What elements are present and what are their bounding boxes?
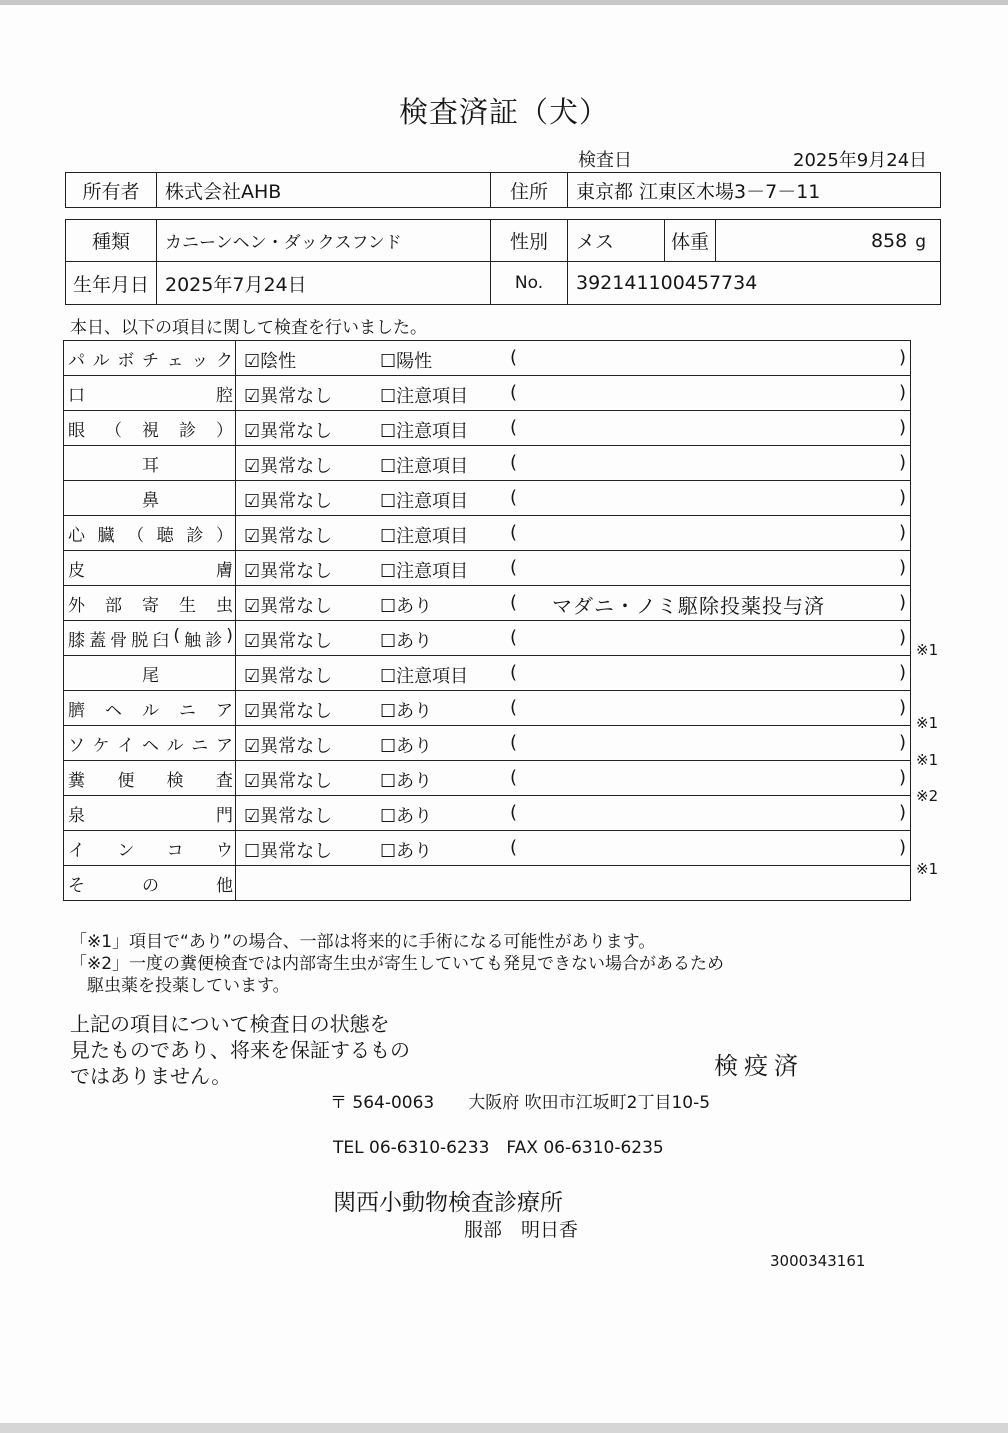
open-paren: ( — [510, 557, 518, 578]
option-normal[interactable] — [244, 697, 332, 723]
option-normal[interactable] — [244, 382, 332, 408]
close-paren: ) — [898, 627, 906, 648]
exam-row — [64, 446, 911, 481]
option-abnormal-label: あり — [396, 736, 433, 757]
checkbox-icon[interactable]: ☐ — [380, 596, 397, 617]
open-paren: ( — [510, 417, 518, 438]
option-abnormal[interactable] — [380, 837, 432, 863]
exam-item-label — [64, 656, 236, 691]
clinic-phone: TEL 06-6310-6233 FAX 06-6310-6235 — [333, 1138, 664, 1158]
option-normal[interactable] — [244, 732, 332, 758]
open-paren: ( — [510, 837, 518, 858]
option-abnormal[interactable] — [380, 662, 468, 688]
exam-item-text: 糞 便 検 査 — [68, 770, 233, 791]
scan-bottom-edge — [0, 1423, 1008, 1433]
option-abnormal[interactable] — [380, 592, 432, 618]
option-normal-label: 異常なし — [260, 561, 333, 582]
exam-item-label — [64, 446, 236, 481]
exam-row — [64, 796, 911, 831]
option-abnormal-label: 注意項目 — [396, 561, 469, 582]
exam-row — [64, 621, 911, 656]
checkbox-icon[interactable]: ☐ — [380, 771, 397, 792]
exam-result — [236, 446, 911, 481]
footnote-mark: ※1 — [916, 714, 939, 732]
exam-result — [236, 516, 911, 551]
disclaimer-line-3: ではありません。 — [70, 1064, 232, 1088]
weight-cell — [716, 220, 941, 262]
close-paren: ) — [898, 347, 906, 368]
option-abnormal[interactable] — [380, 767, 432, 793]
exam-row — [64, 831, 911, 866]
exam-item-text: 皮 膚 — [68, 560, 233, 581]
checked-box-icon[interactable]: ☑ — [244, 771, 261, 792]
checkbox-icon[interactable]: ☐ — [380, 631, 397, 652]
exam-result — [236, 831, 911, 866]
exam-row — [64, 481, 911, 516]
option-normal-label: 異常なし — [260, 841, 333, 862]
option-abnormal[interactable] — [380, 697, 432, 723]
option-normal[interactable] — [244, 662, 332, 688]
exam-table — [63, 340, 911, 901]
quarantine-stamp: 検疫済 — [714, 1052, 804, 1080]
owner-table — [65, 172, 941, 208]
option-abnormal[interactable] — [380, 347, 432, 373]
exam-item-label — [64, 796, 236, 831]
option-normal[interactable] — [244, 522, 332, 548]
exam-row — [64, 376, 911, 411]
option-abnormal-label: あり — [396, 771, 433, 792]
owner-value: 株式会社AHB — [157, 173, 491, 208]
option-abnormal-label: 注意項目 — [396, 491, 469, 512]
checked-box-icon[interactable]: ☑ — [244, 701, 261, 722]
option-abnormal-label: あり — [396, 701, 433, 722]
exam-item-text: パ ル ボ チ ェ ッ ク — [68, 350, 233, 371]
exam-row — [64, 516, 911, 551]
close-paren: ) — [898, 732, 906, 753]
checkbox-icon[interactable]: ☐ — [380, 841, 397, 862]
disclaimer — [70, 1011, 410, 1089]
checkbox-icon[interactable]: ☐ — [380, 701, 397, 722]
checked-box-icon[interactable]: ☑ — [244, 351, 261, 372]
option-abnormal-label: あり — [396, 631, 433, 652]
close-paren: ) — [898, 417, 906, 438]
exam-row — [64, 341, 911, 376]
open-paren: ( — [510, 382, 518, 403]
exam-result — [236, 656, 911, 691]
id-label: No. — [491, 262, 568, 305]
option-normal-label: 異常なし — [260, 596, 333, 617]
scan-top-edge — [0, 0, 1008, 5]
open-paren: ( — [510, 487, 518, 508]
exam-item-label — [64, 551, 236, 586]
vet-name: 服部 明日香 — [464, 1219, 579, 1241]
exam-result — [236, 761, 911, 796]
footnote-mark: ※1 — [916, 641, 939, 659]
close-paren: ) — [898, 592, 906, 613]
exam-item-text: 心 臓 （ 聴 診 ） — [68, 525, 233, 546]
exam-result — [236, 411, 911, 446]
exam-result — [236, 341, 911, 376]
exam-item-text: 眼 （ 視 診 ） — [68, 420, 233, 441]
checked-box-icon[interactable]: ☑ — [244, 421, 261, 442]
exam-result — [236, 551, 911, 586]
checkbox-icon[interactable]: ☐ — [380, 806, 397, 827]
exam-row — [64, 761, 911, 796]
checkbox-icon[interactable]: ☐ — [380, 666, 397, 687]
breed-label: 種類 — [66, 220, 157, 262]
exam-result — [236, 691, 911, 726]
address-value: 東京都 江東区木場3－7－11 — [568, 173, 941, 208]
checked-box-icon[interactable]: ☑ — [244, 526, 261, 547]
open-paren: ( — [510, 627, 518, 648]
pet-info-table — [65, 219, 941, 305]
footnote-mark: ※1 — [916, 750, 939, 769]
option-normal[interactable] — [244, 347, 296, 373]
checked-box-icon[interactable]: ☑ — [244, 736, 261, 757]
exam-item-label — [64, 516, 236, 551]
clinic-address: 〒 564-0063 大阪府 吹田市江坂町2丁目10-5 — [330, 1093, 711, 1113]
exam-item-label — [64, 831, 236, 866]
option-normal-label: 異常なし — [260, 771, 333, 792]
exam-row-other — [64, 866, 911, 901]
serial-number: 3000343161 — [770, 1252, 866, 1270]
close-paren: ) — [898, 522, 906, 543]
option-abnormal[interactable] — [380, 627, 432, 653]
exam-row — [64, 551, 911, 586]
weight-unit: g — [915, 231, 926, 252]
close-paren: ) — [898, 382, 906, 403]
footnote-mark: ※1 — [916, 860, 939, 878]
open-paren: ( — [510, 662, 518, 683]
exam-result — [236, 376, 911, 411]
footnote-mark: ※2 — [916, 787, 939, 805]
option-normal[interactable] — [244, 592, 332, 618]
footnote-2: 「※2」一度の糞便検査では内部寄生虫が寄生していても発見できない場合があるため — [70, 954, 725, 974]
option-abnormal-label: 注意項目 — [396, 456, 469, 477]
option-normal[interactable] — [244, 557, 332, 583]
exam-item-text: 膝 蓋 骨 脱 臼 ( 触 診 ) — [68, 625, 233, 651]
other-notes — [236, 866, 911, 901]
option-abnormal-label: 注意項目 — [396, 526, 469, 547]
exam-item-label — [64, 621, 236, 656]
checked-box-icon[interactable]: ☑ — [244, 386, 261, 407]
disclaimer-line-2: 見たものであり、将来を保証するもの — [70, 1038, 410, 1062]
open-paren: ( — [510, 452, 518, 473]
open-paren: ( — [510, 732, 518, 753]
option-normal[interactable] — [244, 802, 332, 828]
checkbox-icon[interactable]: ☐ — [244, 841, 261, 862]
close-paren: ) — [898, 487, 906, 508]
owner-label: 所有者 — [66, 173, 157, 208]
exam-item-text: ソ ケ イ ヘ ル ニ ア — [68, 735, 233, 756]
option-abnormal-label: 注意項目 — [396, 386, 469, 407]
option-abnormal[interactable] — [380, 522, 468, 548]
option-abnormal-label: 注意項目 — [396, 666, 469, 687]
option-normal[interactable] — [244, 837, 332, 863]
option-abnormal[interactable] — [380, 487, 468, 513]
checkbox-icon[interactable]: ☐ — [380, 386, 397, 407]
close-paren: ) — [898, 452, 906, 473]
exam-item-text: 鼻 — [142, 490, 159, 511]
checkbox-icon[interactable]: ☐ — [380, 491, 397, 512]
sex-value: メス — [568, 220, 665, 262]
exam-item-text: 尾 — [142, 665, 159, 686]
exam-result — [236, 726, 911, 761]
option-abnormal[interactable] — [380, 802, 432, 828]
option-normal-label: 異常なし — [260, 736, 333, 757]
weight-value: 858 — [870, 229, 908, 252]
checkbox-icon[interactable]: ☐ — [380, 421, 397, 442]
exam-item-label — [64, 691, 236, 726]
option-abnormal[interactable] — [380, 732, 432, 758]
exam-item-label — [64, 341, 236, 376]
checkbox-icon[interactable]: ☐ — [380, 456, 397, 477]
exam-item-text: 口 腔 — [68, 385, 233, 406]
close-paren: ) — [898, 697, 906, 718]
exam-item-label — [64, 376, 236, 411]
exam-row — [64, 411, 911, 446]
open-paren: ( — [510, 347, 518, 368]
option-abnormal-label: あり — [396, 841, 433, 862]
close-paren: ) — [898, 767, 906, 788]
exam-item-text: 泉 門 — [68, 805, 233, 826]
weight-label: 体重 — [665, 220, 716, 262]
close-paren: ) — [898, 837, 906, 858]
option-normal[interactable] — [244, 627, 332, 653]
option-normal-label: 異常なし — [260, 491, 333, 512]
option-abnormal-label: あり — [396, 806, 433, 827]
option-normal-label: 異常なし — [260, 386, 333, 407]
exam-item-label — [64, 586, 236, 621]
exam-result — [236, 621, 911, 656]
option-normal-label: 異常なし — [260, 701, 333, 722]
exam-row — [64, 656, 911, 691]
exam-item-label — [64, 761, 236, 796]
exam-item-text: 臍 ヘ ル ニ ア — [68, 700, 233, 721]
exam-item-text: 耳 — [142, 455, 159, 476]
exam-row — [64, 691, 911, 726]
checked-box-icon[interactable]: ☑ — [244, 561, 261, 582]
open-paren: ( — [510, 802, 518, 823]
open-paren: ( — [510, 697, 518, 718]
checked-box-icon[interactable]: ☑ — [244, 666, 261, 687]
option-normal-label: 異常なし — [260, 631, 333, 652]
address-label: 住所 — [491, 173, 568, 208]
checkbox-icon[interactable]: ☐ — [380, 561, 397, 582]
option-abnormal-label: 注意項目 — [396, 421, 469, 442]
open-paren: ( — [510, 522, 518, 543]
exam-item-label — [64, 481, 236, 516]
exam-item-text: イ ン コ ウ — [68, 840, 233, 861]
option-abnormal-label: あり — [396, 596, 433, 617]
option-abnormal[interactable] — [380, 417, 468, 443]
checked-box-icon[interactable]: ☑ — [244, 806, 261, 827]
footnote-1: 「※1」項目で“あり”の場合、一部は将来的に手術になる可能性があります。 — [70, 932, 656, 952]
exam-item-label — [64, 726, 236, 761]
footnotes — [70, 931, 724, 997]
exam-item-label — [64, 411, 236, 446]
checkbox-icon[interactable]: ☐ — [380, 526, 397, 547]
id-value: 392141100457734 — [568, 262, 941, 305]
checked-box-icon[interactable]: ☑ — [244, 491, 261, 512]
close-paren: ) — [898, 662, 906, 683]
birthdate-label: 生年月日 — [66, 262, 157, 305]
checked-box-icon[interactable]: ☑ — [244, 596, 261, 617]
exam-row — [64, 586, 911, 621]
inspection-date-value: 2025年9月24日 — [793, 150, 928, 171]
breed-value: カニーンヘン・ダックスフンド — [157, 220, 491, 262]
exam-item-text: 外 部 寄 生 虫 — [68, 595, 233, 616]
document-title: 検査済証（犬） — [398, 95, 609, 129]
intro-text: 本日、以下の項目に関して検査を行いました。 — [70, 318, 427, 338]
option-normal[interactable] — [244, 452, 332, 478]
option-normal[interactable] — [244, 487, 332, 513]
open-paren: ( — [510, 592, 518, 613]
exam-row — [64, 726, 911, 761]
checkbox-icon[interactable]: ☐ — [380, 736, 397, 757]
exam-result — [236, 586, 911, 621]
option-abnormal[interactable] — [380, 452, 468, 478]
option-normal[interactable] — [244, 767, 332, 793]
option-normal-label: 異常なし — [260, 456, 333, 477]
option-normal-label: 異常なし — [260, 666, 333, 687]
other-label-text: そ の 他 — [68, 875, 233, 896]
checkbox-icon[interactable]: ☐ — [380, 351, 397, 372]
birthdate-value: 2025年7月24日 — [157, 262, 491, 305]
option-abnormal[interactable] — [380, 557, 468, 583]
sex-label: 性別 — [491, 220, 568, 262]
clinic-name: 関西小動物検査診療所 — [333, 1190, 563, 1216]
option-normal-label: 異常なし — [260, 526, 333, 547]
option-abnormal[interactable] — [380, 382, 468, 408]
other-label — [64, 866, 236, 901]
checked-box-icon[interactable]: ☑ — [244, 631, 261, 652]
option-normal-label: 異常なし — [260, 806, 333, 827]
option-normal-label: 陰性 — [260, 351, 297, 372]
option-normal[interactable] — [244, 417, 332, 443]
close-paren: ) — [898, 557, 906, 578]
disclaimer-line-1: 上記の項目について検査日の状態を — [70, 1012, 390, 1036]
exam-result — [236, 796, 911, 831]
exam-note: マダニ・ノミ駆除投薬投与済 — [552, 594, 825, 618]
option-abnormal-label: 陽性 — [396, 351, 433, 372]
inspection-date-label: 検査日 — [578, 150, 632, 171]
open-paren: ( — [510, 767, 518, 788]
option-normal-label: 異常なし — [260, 421, 333, 442]
close-paren: ) — [898, 802, 906, 823]
footnote-2-cont: 駆虫薬を投薬しています。 — [70, 976, 290, 996]
checked-box-icon[interactable]: ☑ — [244, 456, 261, 477]
exam-result — [236, 481, 911, 516]
